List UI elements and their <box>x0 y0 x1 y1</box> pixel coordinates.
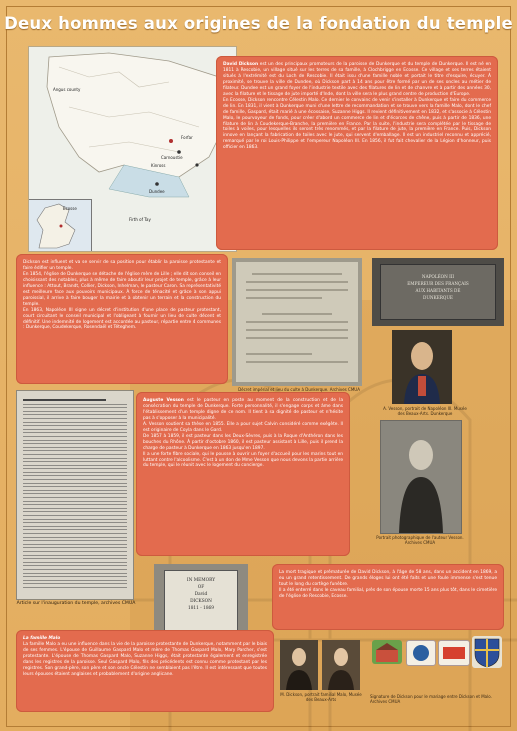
family-portrait-2 <box>322 640 360 690</box>
paroisse-paragraph-1: Dickson est influent et va se servir de sa position pour établir la paroisse protestante et faire édifier un temple. <box>23 260 221 271</box>
caption-vesson-portrait: A. Vesson, portrait de Napoléon III. Musée des Beaux-Arts. Dunkerque <box>383 406 467 416</box>
map-label-tay: Firth of Tay <box>129 217 151 222</box>
map-label-dundee: Dundee <box>149 189 165 194</box>
paroisse-paragraph-3: En 1863, Napoléon III signe un décret d'institution d'une place de pasteur protestant, court circuitant le conseil municipal et l'obligeant à fournir un lieu de culte décent et définitif. Une indemnité de logement est accordée au pasteur, répartie entre 4 communes : Dunkerque, Coudekerque, Rosendaël et Téteghem. <box>23 307 221 331</box>
memorial-line-2: OF <box>197 585 205 590</box>
plaque-line-4: DUNKERQUE <box>423 295 453 300</box>
napoleon-portrait <box>392 330 452 404</box>
caption-dickson-photo: Portrait photographique de l'auteur Vesson. Archives CMUA <box>376 535 464 545</box>
text-box-death <box>272 564 504 630</box>
dickson-photo <box>380 420 462 534</box>
vesson-paragraph-4: Il a une forte fibre sociale, qui le pousse à ouvrir un foyer d'accueil pour les marins tout en luttant contre l'alcoolisme. C'est à un don de Mme Vesson que nous devons la partie arrière du temple, qui le réunit avec le logement du concierge. <box>143 451 343 469</box>
decree-photo <box>232 258 362 386</box>
family-portrait-1 <box>280 640 318 690</box>
dickson-paragraph-1: David Dickson est un des principaux promoteurs de la paroisse de Dunkerque et du temple de Dunkerque. Il est né en 1811 à Rescobie, un village situé sur les terres de sa famille, à Clochbrigge en Ecosse. Ce village et ses terres étaient situés à l'extrémité est du Loch de Rescobie. Il était issu d'une famille noble et portait le titre d'esquire, écuyer. À proximité, se trouve la ville de Dundee, où Dickson part à 14 ans pour être formé par un de ses oncles au métier de filateur. Dundee est un grand foyer de l'industrie textile avec des filatures de lin et de chanvre et à partir des années 30, avec la filature et le tissage de jute importé d'Inde, dont la ville sera le plus grand centre de production d'Europe. <box>223 62 492 97</box>
death-paragraph-2: Il a été enterré dans le caveau familial, près de son épouse morte 15 ans plus tôt, dans le cimetière de l'église de Rescobie, Ecosse. <box>279 587 497 599</box>
caption-article: Article sur l'inauguration du temple, archives CMUA <box>16 601 136 606</box>
map-label-angus: Angus county <box>53 87 81 92</box>
dickson-name: David Dickson <box>223 62 259 67</box>
memorial-line-5: 1811 - 1869 <box>187 606 215 611</box>
caption-decree: Décret impérial et lieu du culte à Dunkerque. Archives CMUA <box>238 387 360 392</box>
coat-of-arms-icon <box>472 636 502 668</box>
map-label-kinross: Kinross <box>151 163 166 168</box>
malo-heading: La famille Malo <box>23 636 61 641</box>
vesson-paragraph-3: De 1857 à 1859, il est pasteur dans les Deux-Sèvres, puis à la Roque d'Anthéron dans les bouches du Rhône. À partir d'octobre 1860, il est pasteur assistant à Lille, puis il prend la charge de pasteur à Dunkerque en 1863 jusqu'en 1897. <box>143 433 343 451</box>
memorial-line-4: DICKSON <box>190 599 212 604</box>
paroisse-paragraph-2: En 1854, l'église de Dunkerque se détache de l'église mère de Lille ; elle dit son conseil en choisissant des notables, plus à même de faire aboutir leur projet de temple, grâce à leur influence : Attout, Brandt, Collier, Dickson, Inhelman, le pasteur Caron. Sa représentativité est meilleure face aux pouvoirs municipaux. À force de ténacité et grâce à son appui paroissial, il arrive à faire bouger la mairie et à obtenir un terrain et la construction du temple. <box>23 271 221 307</box>
vesson-name: Auguste Vesson <box>143 398 184 403</box>
page-title: Deux hommes aux origines de la fondation du temple <box>4 14 513 33</box>
partner-logo-1 <box>372 640 402 664</box>
text-box-vesson <box>136 392 350 556</box>
caption-signature: Signature de Dickson pour le mariage entre Dickson et Malo. Archives CMUA <box>370 694 492 704</box>
partner-logo-2 <box>406 640 436 666</box>
memorial-line-3: David <box>194 592 208 597</box>
inset-graphic <box>29 200 91 252</box>
article-photo <box>16 390 134 600</box>
dickson-paragraph-2: En Ecosse, Dickson rencontre Célestin Malo. Ce dernier le convainc de venir s'installer à Dunkerque et faire du commerce de lin. En 1831, il vient à Dunkerque muni d'une lettre de recommandation et se trouve vers la famille Malo, dont le chef de famille, Gaspard, était marié à une écossaise, Suzanne Higgs. Il revient définitivement en 1832, et s'associe à Célestin Malo, le pourvoyeur de fonds, pour créer d'abord un commerce de lin et d'écorces de chêne, puis à partir de 1836, une filature de lin à Coudekerque-Branche, la première en France. Par la suite, l'industrie sera complétée par le tissage de toiles à voiles, pour lesquelles ils seront très renommés, et par la filature de jute, la première en France. Puis, Dickson innove en lançant la fabrication de toiles avec le jute, qui servent d'emballage. Il est un industriel reconnu et apprécié, remarqué par le roi Louis-Philippe et l'empereur Napoléon III. En 1856, il fut fait chevalier de la Légion d'honneur, puis officier en 1863. <box>223 97 491 151</box>
map-label-carnoustie: Carnoustie <box>161 155 183 160</box>
text-box-paroisse <box>16 254 228 384</box>
vesson-paragraph-2: A. Vesson soutient sa thèse en 1855. Elle a pour sujet Calvin considéré comme exégète. Il est originaire de Coyla dans le Gard. <box>143 421 343 433</box>
death-paragraph-1: La mort tragique et prématurée de David Dickson, à l'âge de 58 ans, dans un accident en 1869, a eu un grand retentissement. De grands éloges lui ont été faits et une foule immense s'est tenue tout le long du cortège funèbre. <box>279 570 497 587</box>
inset-label-ecosse: Ecosse <box>63 206 77 211</box>
plaque-photo <box>372 258 504 326</box>
map-scotland <box>28 46 237 252</box>
memorial-line-1: IN MEMORY <box>186 578 216 583</box>
plaque-line-1: NAPOLÉON III <box>421 274 455 279</box>
vesson-paragraph-1: Auguste Vesson est le pasteur en poste au moment de la construction et de la consécration du temple de Dunkerque. Forte personnalité, il s'engage corps et âme dans l'établissement d'un temple digne de ce nom. Il tient à sa dignité de pasteur et n'hésite pas à s'opposer à la municipalité. <box>143 398 343 421</box>
map-label-forfar: Forfar <box>181 135 193 140</box>
text-box-dickson <box>216 56 498 250</box>
text-box-malo <box>16 630 274 712</box>
caption-family: M. Dickson, portrait familial Malo, Musée des Beaux-Arts <box>280 692 362 702</box>
plaque-line-3: AUX HABITANTS DE <box>415 288 461 293</box>
partner-logo-3 <box>438 640 470 666</box>
plaque-line-2: EMPEREUR DES FRANÇAIS <box>407 281 469 286</box>
malo-paragraph-1: La famille Malo a eu une influence dans la vie de la paroisse protestante de Dunkerque, notamment par le biais de ses femmes. L'épouse de Guillaume Gaspard Malo et mère de Thomas Gaspard Malo, Mary Parcher, s'est protestante. L'épouse de Thomas Gaspard Malo, Suzanne Higgs, était protestante également et enregistrée dans les registres de la paroisse. Seul Gaspard Malo, fils des précédents est connu comme protestant par les registres. Son grand-père, son père et son oncle Célestin ne semblaient pas l'être. Il est intéressant que toutes leurs épouses étaient anglaises et probablement d'origine anglicane. <box>23 641 267 677</box>
map-inset-scotland <box>29 199 92 252</box>
